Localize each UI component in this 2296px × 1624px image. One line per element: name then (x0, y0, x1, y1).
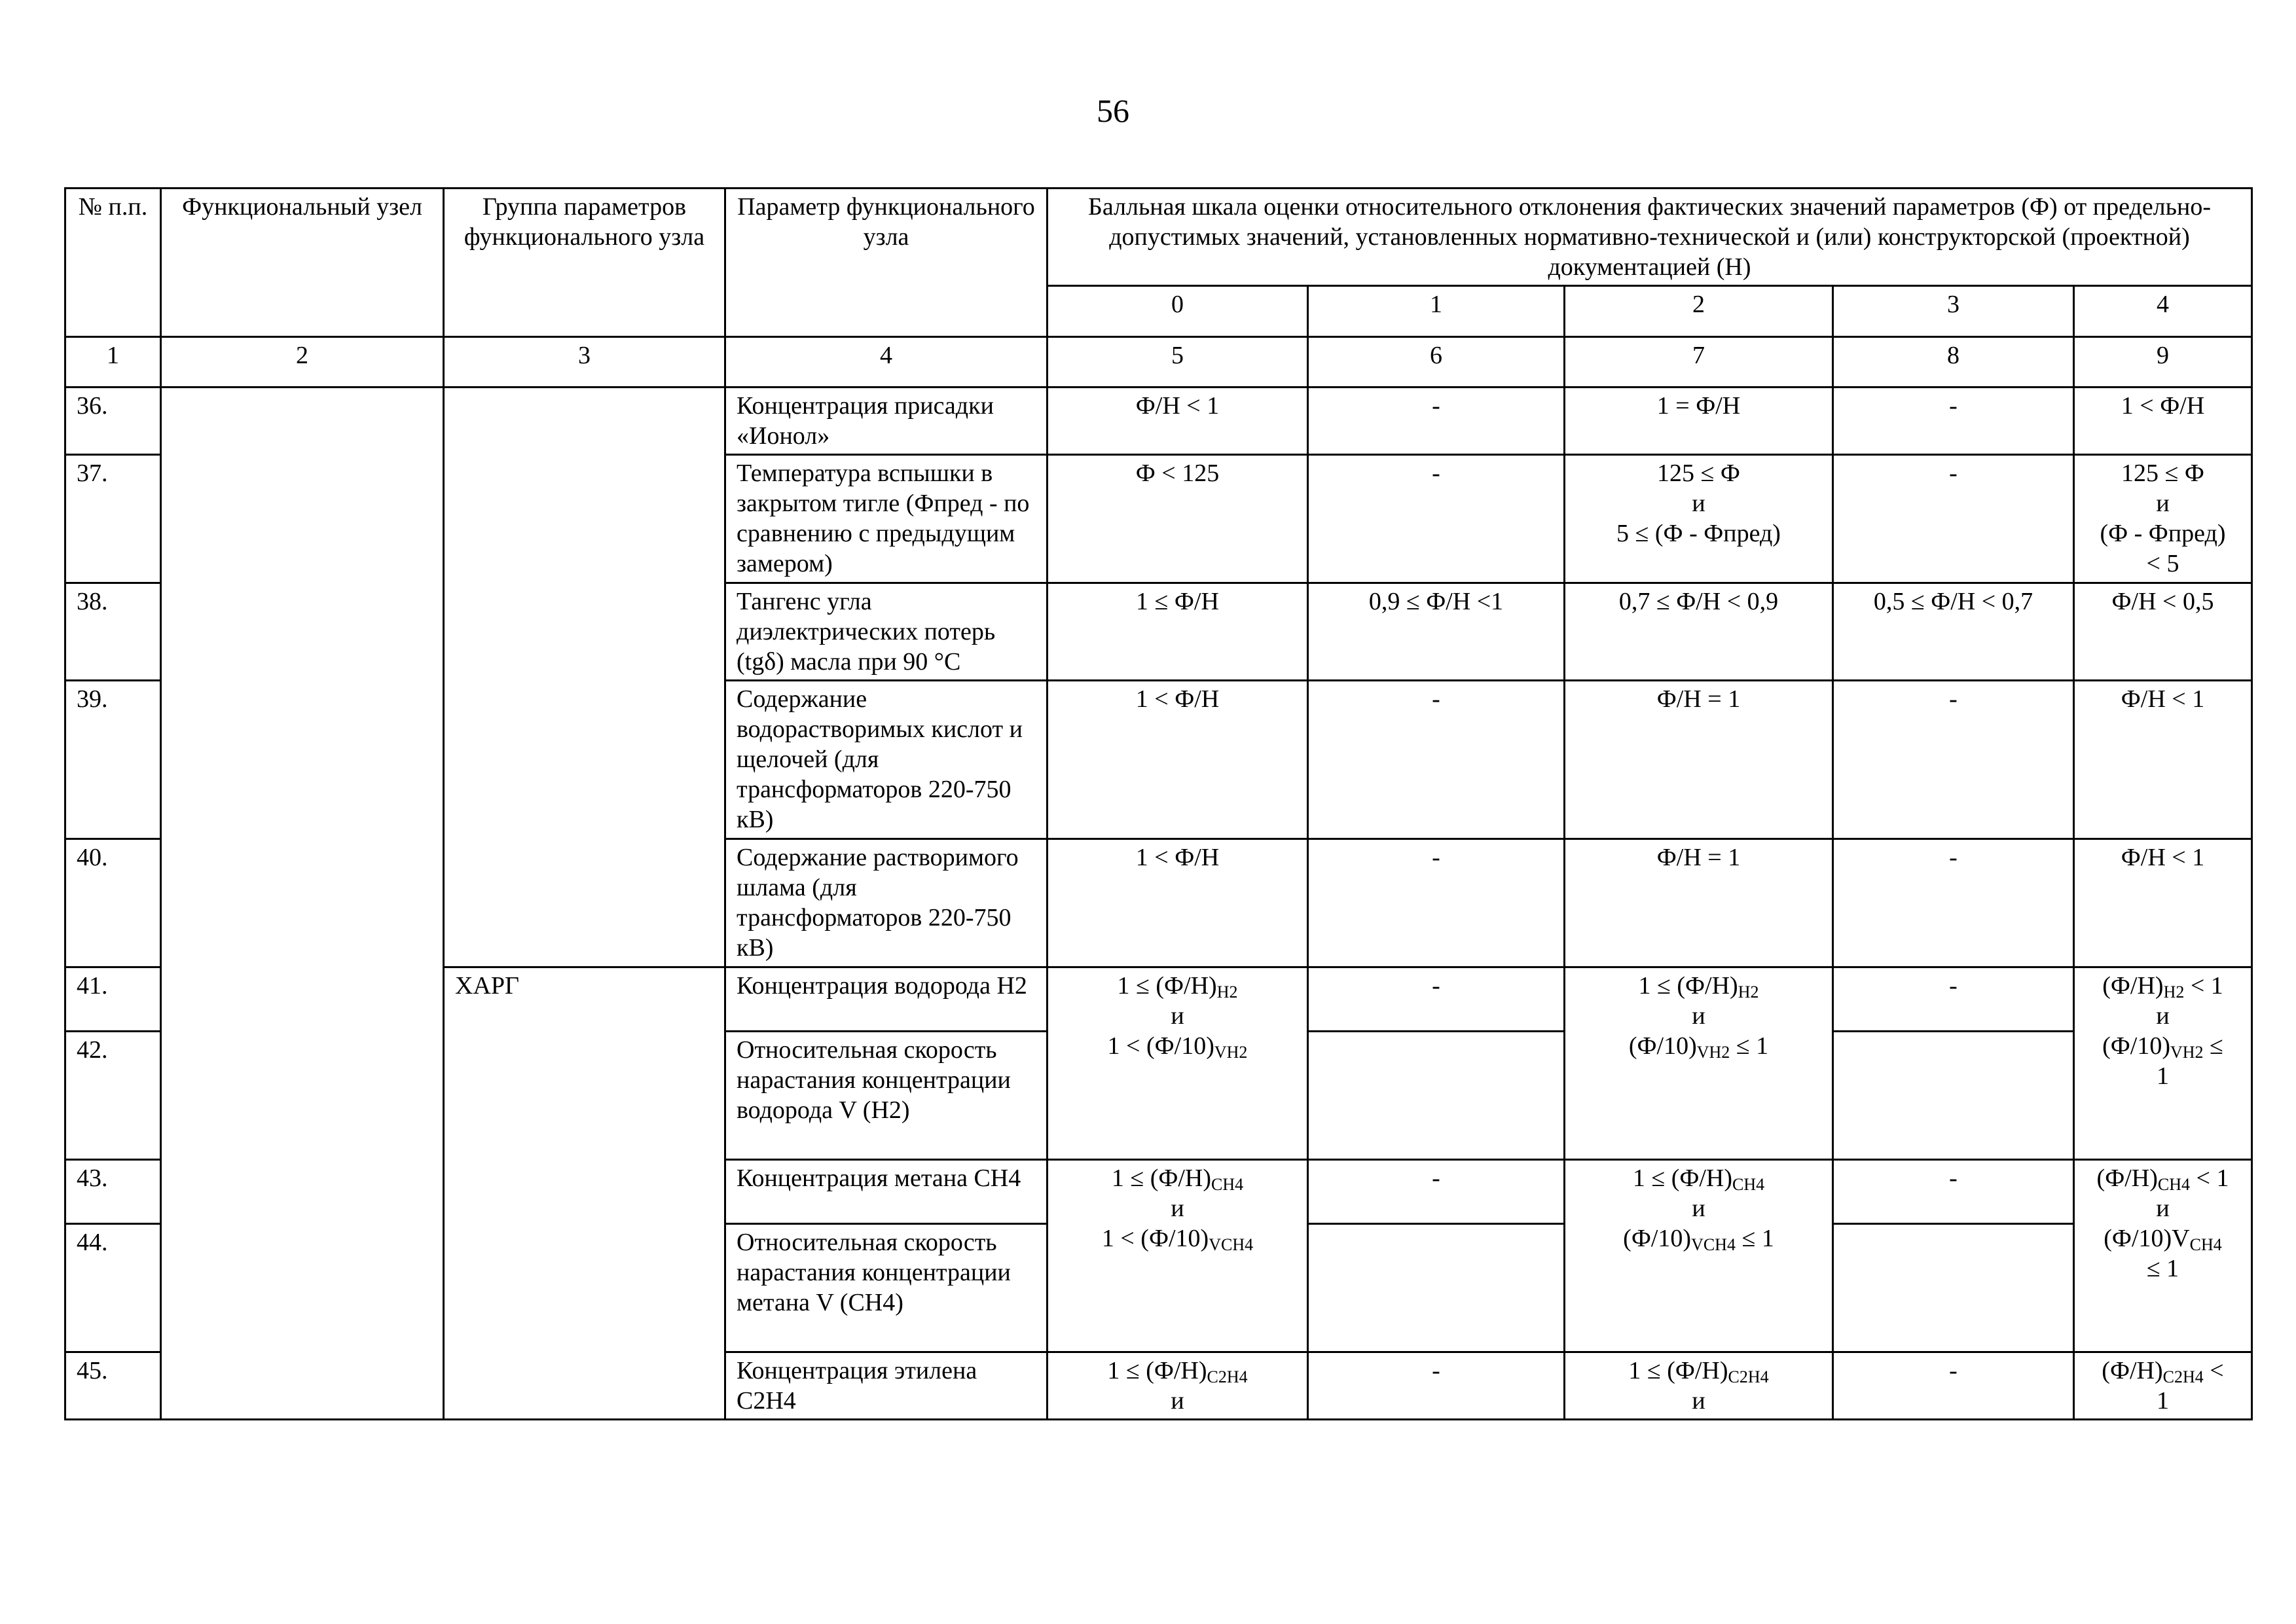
header-group: Группа параметров функционального узла (444, 189, 725, 337)
header-param: Параметр функционального узла (725, 189, 1048, 337)
formula-text: 1 < (Ф/10) (1107, 1032, 1214, 1060)
score0-cell (1048, 967, 1308, 1160)
formula-text: ≤ 1 (2146, 1255, 2179, 1282)
score2-cell (1565, 1160, 1833, 1352)
score2-line: 5 ≤ (Ф - Фпред) (1616, 520, 1781, 547)
score1-cell: - (1308, 388, 1565, 455)
score0-cell: 1 ≤ Ф/Н (1048, 583, 1308, 681)
colnum-1: 1 (65, 337, 161, 388)
score2-cell: Ф/Н = 1 (1565, 839, 1833, 967)
colnum-7: 7 (1565, 337, 1833, 388)
score1-cell (1308, 1032, 1565, 1160)
formula-subscript: VСН4 (1691, 1235, 1736, 1254)
column-number-row (65, 337, 2252, 388)
score2-line: 125 ≤ Ф (1657, 460, 1740, 487)
score1-cell: - (1308, 967, 1565, 1032)
row-num: 36. (65, 388, 161, 455)
functional-unit-cell (161, 388, 444, 1420)
score3-cell (1833, 1224, 2074, 1352)
row-num: 40. (65, 839, 161, 967)
param-cell: Содержание растворимого шлама (для трансформаторов 220-750 кВ) (725, 839, 1048, 967)
header-num: № п.п. (65, 189, 161, 337)
colnum-2: 2 (161, 337, 444, 388)
formula-text: 1 (2157, 1062, 2169, 1090)
score2-cell (1565, 967, 1833, 1160)
score1-cell: - (1308, 681, 1565, 839)
formula-text: ≤ 1 (1735, 1225, 1774, 1252)
score3-cell: - (1833, 839, 2074, 967)
colnum-3: 3 (444, 337, 725, 388)
formula-subscript: СН4 (2189, 1235, 2222, 1254)
row-num: 43. (65, 1160, 161, 1224)
formula-subscript: Н2 (1738, 983, 1759, 1001)
formula-text: < 1 (2184, 972, 2223, 1000)
formula-text: (Ф/10) (1623, 1225, 1692, 1252)
formula-subscript: СН4 (1732, 1175, 1765, 1194)
param-cell: Концентрация присадки «Ионол» (725, 388, 1048, 455)
formula-text: < 1 (2190, 1164, 2229, 1192)
formula-text: (Ф/Н) (2102, 972, 2164, 1000)
assessment-table (64, 187, 2253, 1420)
score0-cell: Ф < 125 (1048, 455, 1308, 583)
formula-text: < (2203, 1357, 2224, 1384)
formula-text: (Ф/Н) (2102, 1357, 2163, 1384)
score0-cell: Ф/Н < 1 (1048, 388, 1308, 455)
param-cell: Содержание водорастворимых кислот и щелочей (для трансформаторов 220-750 кВ) (725, 681, 1048, 839)
score3-cell: - (1833, 388, 2074, 455)
score-4: 4 (2074, 286, 2252, 337)
row-num: 37. (65, 455, 161, 583)
score2-cell: Ф/Н = 1 (1565, 681, 1833, 839)
formula-text: ≤ (2203, 1032, 2223, 1060)
row-num: 42. (65, 1032, 161, 1160)
formula-subscript: VН2 (1696, 1043, 1730, 1062)
formula-subscript: Н2 (2163, 983, 2185, 1001)
param-cell: Тангенс угла диэлектрических потерь (tgδ) масла при 90 °С (725, 583, 1048, 681)
formula-text: и (1692, 1002, 1705, 1030)
formula-text: и (1692, 1387, 1705, 1415)
formula-subscript: С2Н4 (1207, 1367, 1248, 1386)
param-cell: Концентрация этилена С2Н4 (725, 1352, 1048, 1420)
formula-text: 1 ≤ (Ф/Н) (1628, 1357, 1728, 1384)
row-num: 44. (65, 1224, 161, 1352)
score1-cell: - (1308, 1352, 1565, 1420)
formula-text: 1 (2157, 1387, 2169, 1415)
score4-line: (Ф - Фпред) (2100, 520, 2226, 547)
param-cell: Температура вспышки в закрытом тигле (Фпред - по сравнению с предыдущим замером) (725, 455, 1048, 583)
formula-text: (Ф/10)V (2104, 1225, 2190, 1252)
formula-subscript: СН4 (1211, 1175, 1244, 1194)
colnum-8: 8 (1833, 337, 2074, 388)
score0-cell (1048, 1160, 1308, 1352)
score-0: 0 (1048, 286, 1308, 337)
colnum-6: 6 (1308, 337, 1565, 388)
formula-text: и (1692, 1195, 1705, 1222)
score2-cell (1565, 455, 1833, 583)
colnum-5: 5 (1048, 337, 1308, 388)
formula-subscript: СН4 (2157, 1175, 2191, 1194)
formula-text: и (1171, 1387, 1184, 1415)
formula-text: и (1171, 1195, 1184, 1222)
formula-text: 1 ≤ (Ф/Н) (1107, 1357, 1207, 1384)
formula-text: 1 ≤ (Ф/Н) (1111, 1164, 1212, 1192)
colnum-4: 4 (725, 337, 1048, 388)
formula-text: (Ф/10) (2102, 1032, 2170, 1060)
group-cell (444, 388, 725, 967)
param-cell: Относительная скорость нарастания концентрации водорода V (Н2) (725, 1032, 1048, 1160)
score0-cell: 1 < Ф/Н (1048, 839, 1308, 967)
score4-line: и (2156, 490, 2170, 517)
score4-cell (2074, 1352, 2252, 1420)
score4-line: < 5 (2146, 550, 2179, 577)
score4-line: 125 ≤ Ф (2121, 460, 2204, 487)
formula-text: (Ф/Н) (2096, 1164, 2158, 1192)
group-cell-harg: ХАРГ (444, 967, 725, 1420)
formula-text: 1 ≤ (Ф/Н) (1638, 972, 1738, 1000)
header-unit: Функциональный узел (161, 189, 444, 337)
score2-cell: 1 = Ф/Н (1565, 388, 1833, 455)
param-cell: Концентрация водорода Н2 (725, 967, 1048, 1032)
score4-cell (2074, 967, 2252, 1160)
score3-cell: - (1833, 967, 2074, 1032)
score3-cell (1833, 1032, 2074, 1160)
score1-cell: - (1308, 455, 1565, 583)
score3-cell: 0,5 ≤ Ф/Н < 0,7 (1833, 583, 2074, 681)
formula-subscript: VСН4 (1209, 1235, 1254, 1254)
formula-text: ≤ 1 (1730, 1032, 1769, 1060)
score4-cell: Ф/Н < 0,5 (2074, 583, 2252, 681)
score2-cell (1565, 1352, 1833, 1420)
table-row (65, 388, 2252, 455)
formula-subscript: Н2 (1216, 983, 1238, 1001)
score3-cell: - (1833, 1352, 2074, 1420)
score4-cell: Ф/Н < 1 (2074, 681, 2252, 839)
score4-cell: Ф/Н < 1 (2074, 839, 2252, 967)
score1-cell: 0,9 ≤ Ф/Н <1 (1308, 583, 1565, 681)
param-cell: Концентрация метана СН4 (725, 1160, 1048, 1224)
formula-subscript: VН2 (1214, 1043, 1248, 1062)
score2-line: и (1692, 490, 1705, 517)
score2-cell: 0,7 ≤ Ф/Н < 0,9 (1565, 583, 1833, 681)
page-number: 56 (1097, 92, 1129, 129)
score1-cell: - (1308, 839, 1565, 967)
score4-cell (2074, 1160, 2252, 1352)
score1-cell (1308, 1224, 1565, 1352)
row-num: 45. (65, 1352, 161, 1420)
score3-cell: - (1833, 1160, 2074, 1224)
row-num: 39. (65, 681, 161, 839)
formula-text: и (2156, 1002, 2170, 1030)
score-1: 1 (1308, 286, 1565, 337)
score4-cell (2074, 455, 2252, 583)
score1-cell: - (1308, 1160, 1565, 1224)
colnum-9: 9 (2074, 337, 2252, 388)
score3-cell: - (1833, 455, 2074, 583)
formula-text: 1 ≤ (Ф/Н) (1117, 972, 1217, 1000)
formula-subscript: С2Н4 (2162, 1367, 2204, 1386)
formula-subscript: С2Н4 (1728, 1367, 1769, 1386)
formula-subscript: VН2 (2170, 1043, 2204, 1062)
formula-text: 1 ≤ (Ф/Н) (1632, 1164, 1733, 1192)
score-3: 3 (1833, 286, 2074, 337)
score4-cell: 1 < Ф/Н (2074, 388, 2252, 455)
score-2: 2 (1565, 286, 1833, 337)
formula-text: (Ф/10) (1628, 1032, 1697, 1060)
formula-text: 1 < (Ф/10) (1101, 1225, 1209, 1252)
formula-text: и (2156, 1195, 2170, 1222)
score3-cell: - (1833, 681, 2074, 839)
score0-cell (1048, 1352, 1308, 1420)
header-row (65, 189, 2252, 286)
score0-cell: 1 < Ф/Н (1048, 681, 1308, 839)
formula-text: и (1171, 1002, 1184, 1030)
header-scale-title: Балльная шкала оценки относительного отклонения фактических значений параметров (Ф) от предельно-допустимых значений, установленных нормативно-технической и (или) конструкторской (проектной) документацией (Н) (1048, 189, 2252, 286)
row-num: 41. (65, 967, 161, 1032)
param-cell: Относительная скорость нарастания концентрации метана V (СН4) (725, 1224, 1048, 1352)
row-num: 38. (65, 583, 161, 681)
